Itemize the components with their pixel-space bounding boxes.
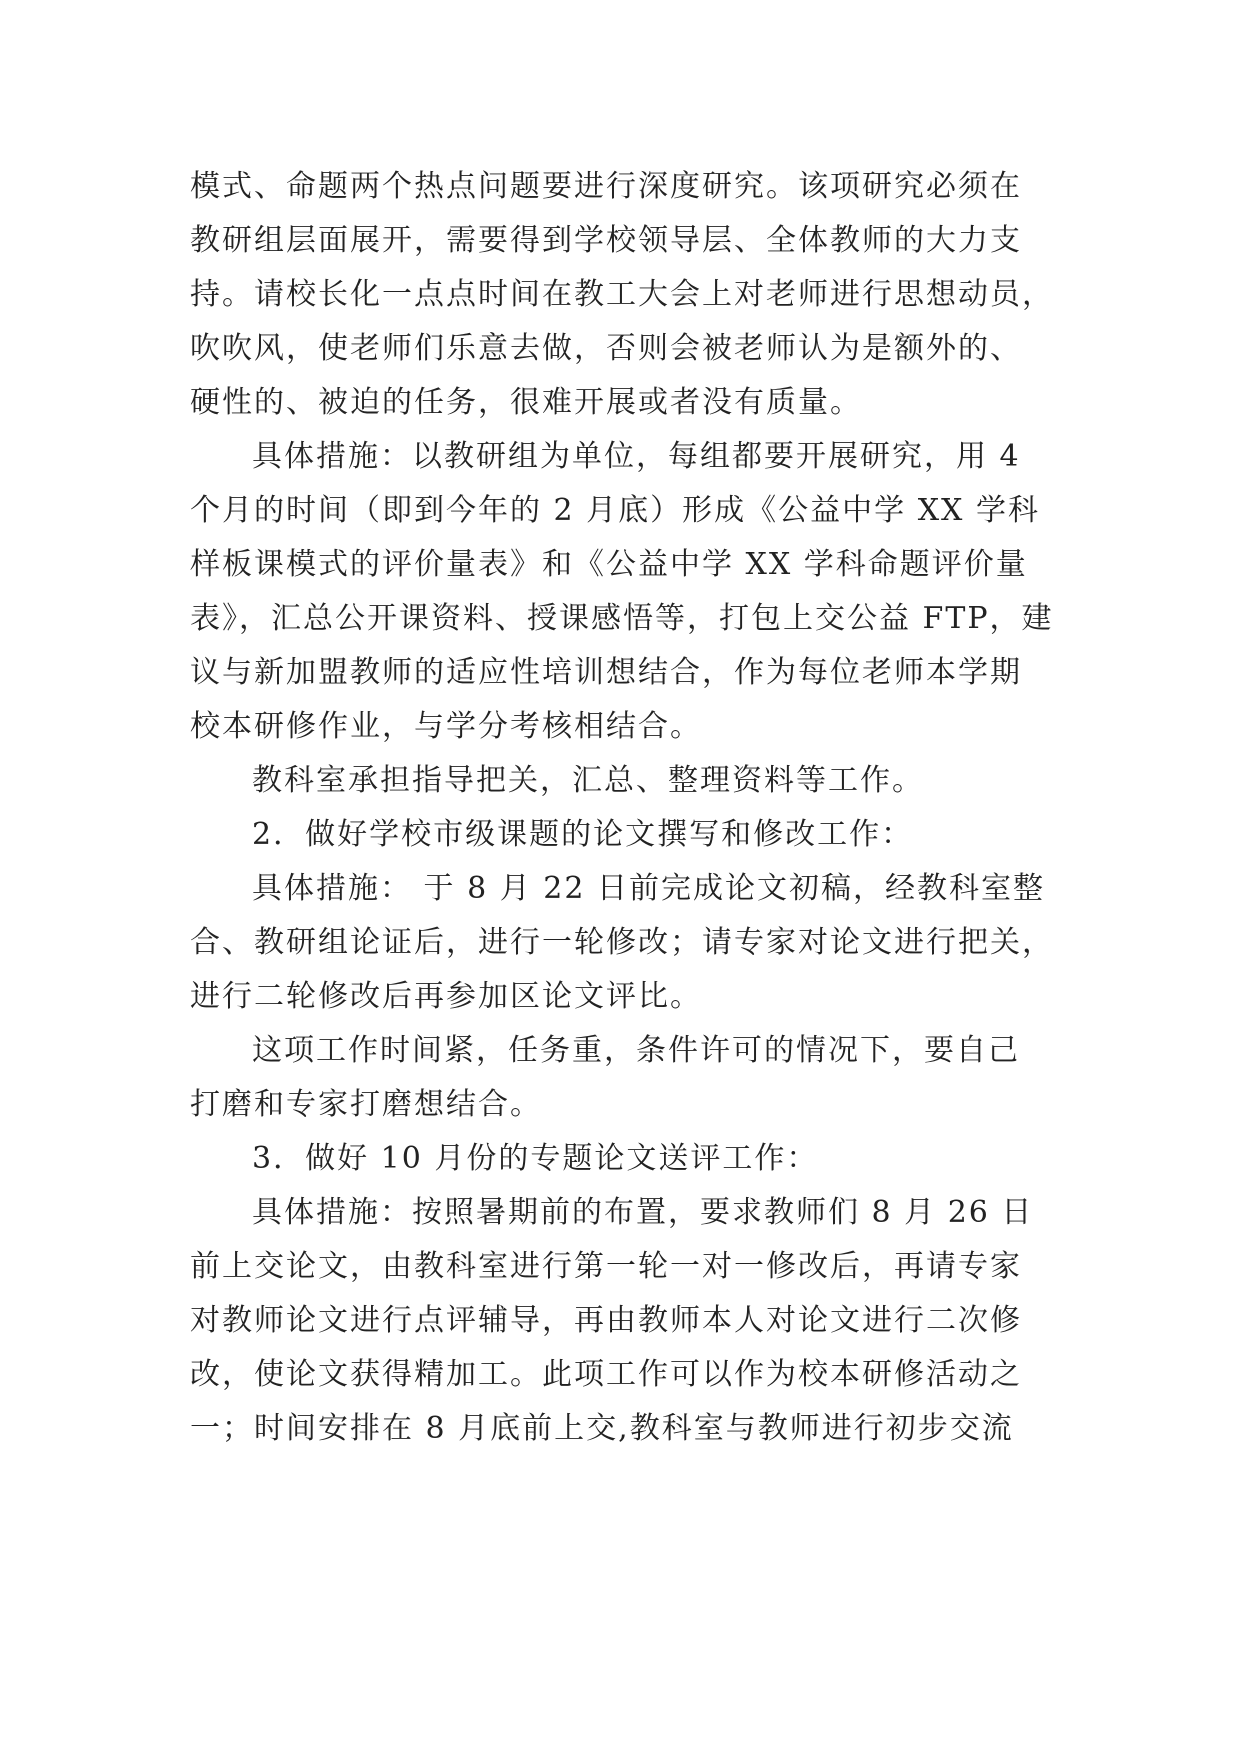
text-line: 具体措施： 于 8 月 22 日前完成论文初稿，经教科室整: [252, 871, 1045, 906]
document-page: [190, 160, 1054, 1456]
text-line: 持。请校长化一点点时间在教工大会上对老师进行思想动员，: [190, 277, 1054, 312]
section-heading: 3．做好 10 月份的专题论文送评工作：: [252, 1141, 819, 1176]
text-line: 表》，汇总公开课资料、授课感悟等，打包上交公益 FTP，建: [190, 601, 1054, 636]
text-line: 样板课模式的评价量表》和《公益中学 XX 学科命题评价量: [190, 547, 1028, 582]
text-line: 对教师论文进行点评辅导，再由教师本人对论文进行二次修: [190, 1303, 1022, 1338]
text-line: 教研组层面展开，需要得到学校领导层、全体教师的大力支: [190, 223, 1022, 258]
text-line: 改，使论文获得精加工。此项工作可以作为校本研修活动之: [190, 1357, 1022, 1392]
text-line: 一；时间安排在 8 月底前上交,教科室与教师进行初步交流: [190, 1411, 1014, 1446]
text-line: 模式、命题两个热点问题要进行深度研究。该项研究必须在: [190, 169, 1022, 204]
text-line: 教科室承担指导把关，汇总、整理资料等工作。: [252, 763, 924, 798]
text-line: 打磨和专家打磨想结合。: [190, 1087, 542, 1122]
text-line: 吹吹风，使老师们乐意去做，否则会被老师认为是额外的、: [190, 331, 1022, 366]
section-heading: 2．做好学校市级课题的论文撰写和修改工作：: [252, 817, 914, 852]
text-line: 个月的时间（即到今年的 2 月底）形成《公益中学 XX 学科: [190, 493, 1040, 528]
text-line: 校本研修作业，与学分考核相结合。: [190, 709, 702, 744]
text-line: 进行二轮修改后再参加区论文评比。: [190, 979, 702, 1014]
text-line: 议与新加盟教师的适应性培训想结合，作为每位老师本学期: [190, 655, 1022, 690]
text-line: 这项工作时间紧，任务重，条件许可的情况下，要自己: [252, 1033, 1020, 1068]
text-line: 合、教研组论证后，进行一轮修改；请专家对论文进行把关，: [190, 925, 1054, 960]
text-line: 硬性的、被迫的任务，很难开展或者没有质量。: [190, 385, 862, 420]
text-line: 前上交论文，由教科室进行第一轮一对一修改后，再请专家: [190, 1249, 1022, 1284]
text-line: 具体措施：按照暑期前的布置，要求教师们 8 月 26 日: [252, 1195, 1034, 1230]
text-line: 具体措施：以教研组为单位，每组都要开展研究，用 4: [252, 439, 1021, 474]
